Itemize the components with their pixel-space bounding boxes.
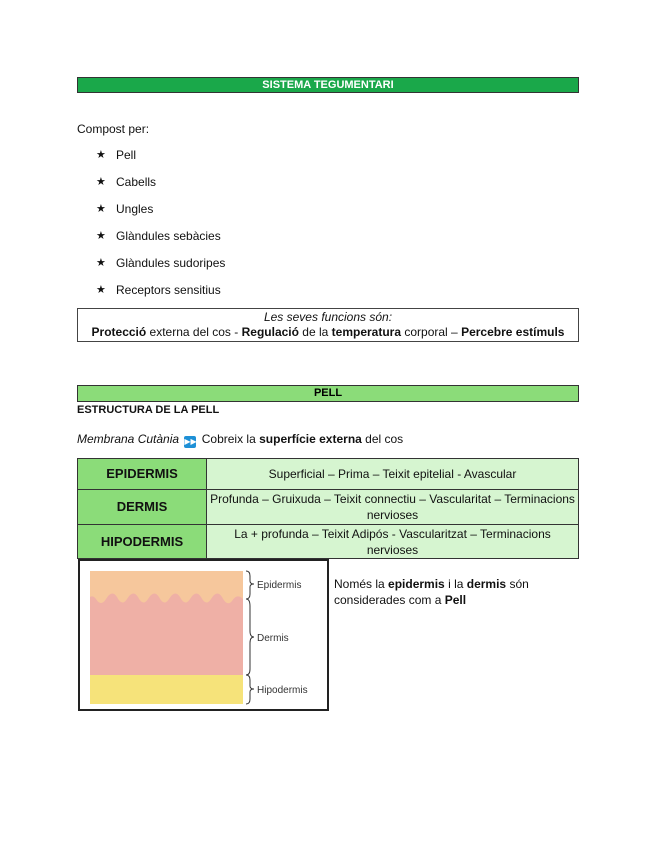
list-item: ★ Ungles xyxy=(96,202,225,229)
fast-forward-icon: ▶▶ xyxy=(184,437,197,446)
pell-note: Només la epidermis i la dermis són considerades com a Pell xyxy=(334,577,529,607)
table-row xyxy=(78,525,579,559)
skin-diagram-svg xyxy=(80,561,327,709)
list-item: ★ Glàndules sudoripes xyxy=(96,256,225,283)
diagram-label-dermis: Dermis xyxy=(257,633,289,644)
star-icon: ★ xyxy=(96,149,106,161)
layer-name: HIPODERMIS xyxy=(78,525,207,559)
hypodermis-layer xyxy=(90,675,243,704)
table-row xyxy=(78,459,579,490)
functions-heading: Les seves funcions són: xyxy=(263,310,393,324)
skin-layers-table xyxy=(77,458,579,559)
functions-text: Protecció externa del cos - Regulació de la temperatura corporal – Percebre estímuls xyxy=(91,325,565,339)
section-banner-sistema: SISTEMA TEGUMENTARI xyxy=(77,77,579,93)
star-icon: ★ xyxy=(96,257,106,269)
table-row xyxy=(78,490,579,525)
composed-label: Compost per: xyxy=(77,122,150,136)
diagram-label-epidermis: Epidermis xyxy=(257,580,302,591)
components-list xyxy=(96,148,225,310)
dermis-brace xyxy=(246,599,254,675)
list-item: ★ Pell xyxy=(96,148,225,175)
star-icon: ★ xyxy=(96,203,106,215)
layer-desc: Superficial – Prima – Teixit epitelial - Avascular xyxy=(207,459,579,490)
star-icon: ★ xyxy=(96,230,106,242)
epidermis-brace xyxy=(246,571,254,599)
section-banner-pell: PELL xyxy=(77,385,579,402)
layer-name: EPIDERMIS xyxy=(78,459,207,490)
star-icon: ★ xyxy=(96,176,106,188)
star-icon: ★ xyxy=(96,284,106,296)
membrane-line: Membrana Cutània ▶▶ Cobreix la superfície externa del cos xyxy=(77,432,404,446)
diagram-label-hypodermis: Hipodermis xyxy=(257,685,308,696)
list-item: ★ Cabells xyxy=(96,175,225,202)
list-item: ★ Glàndules sebàcies xyxy=(96,229,225,256)
skin-layers-diagram xyxy=(78,559,329,711)
layer-name: DERMIS xyxy=(78,490,207,525)
structure-title: ESTRUCTURA DE LA PELL xyxy=(77,404,220,416)
hypodermis-brace xyxy=(246,675,254,704)
list-item: ★ Receptors sensitius xyxy=(96,283,225,310)
layer-desc: La + profunda – Teixit Adipós - Vascularitzat – Terminacions nervioses xyxy=(207,525,579,559)
layer-desc: Profunda – Gruixuda – Teixit connectiu – Vascularitat – Terminacions nervioses xyxy=(207,490,579,525)
functions-box xyxy=(77,308,579,342)
